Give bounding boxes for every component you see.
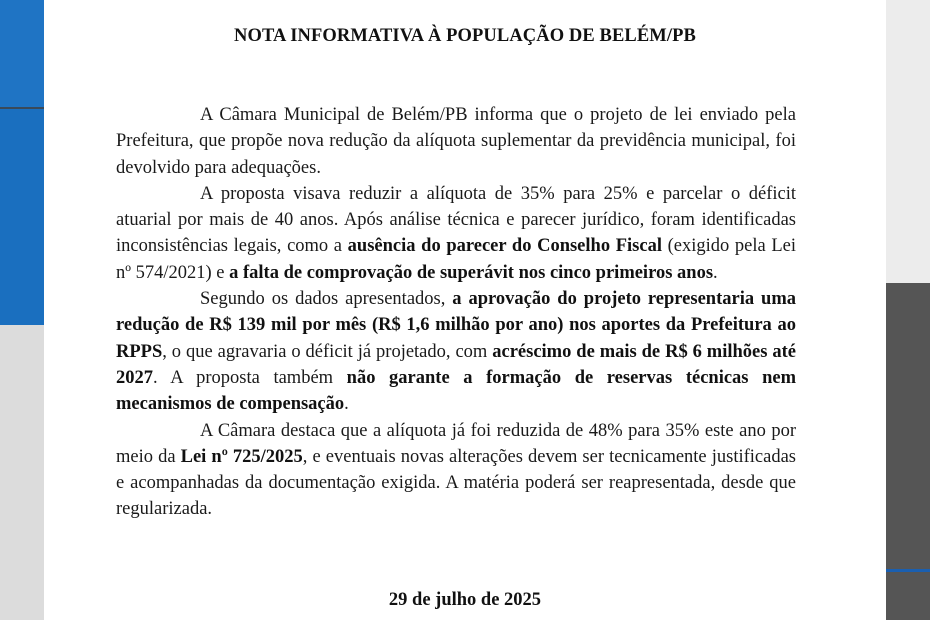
paragraph: [116, 181, 796, 286]
bold-text: a falta de comprovação de superávit nos cinco primeiros anos: [229, 262, 714, 283]
document-page: [44, 0, 886, 620]
text-run: .: [713, 262, 718, 283]
background-blue-line-right: [886, 569, 930, 572]
paragraph: [116, 418, 796, 523]
background-light-band-right: [886, 0, 930, 283]
bold-text: não garante a formação de reservas técnicas nem mecanismos de compensação: [116, 367, 796, 415]
document-date: 29 de julho de 2025: [388, 590, 542, 610]
document-body: [116, 102, 796, 523]
text-run: A proposta visava reduzir a alíquota de 35% para 25% e parcelar o déficit atuarial por mais de 40 anos. Após análise técnica e parecer jurídico, foram identificadas inconsistências legais, como a: [116, 183, 796, 257]
text-run: (exigido pela Lei nº 574/2021) e: [116, 236, 797, 283]
paragraph: [116, 286, 796, 417]
bold-text: a aprovação do projeto representaria uma redução de R$ 139 mil por mês (R$ 1,6 milhão por ano) nos aportes da Prefeitura ao RPPS: [116, 289, 796, 362]
text-run: .: [344, 394, 349, 415]
bold-text: acréscimo de mais de R$ 6 milhões até 2027: [116, 341, 797, 388]
text-run: Segundo os dados apresentados,: [200, 289, 453, 310]
text-run: , o que agravaria o déficit já projetado, com: [162, 341, 493, 362]
text-run: A Câmara Municipal de Belém/PB informa que o projeto de lei enviado pela Prefeitura, que propõe nova redução da alíquota suplementar da previdência municipal, foi devolvido para adequações.: [116, 105, 796, 178]
background-gray-band-left: [0, 325, 44, 620]
bold-text: Lei nº 725/2025: [180, 446, 303, 467]
text-run: A Câmara destaca que a alíquota já foi reduzida de 48% para 35% este ano por meio da: [116, 420, 796, 467]
document-title: NOTA INFORMATIVA À POPULAÇÃO DE BELÉM/PB: [234, 26, 696, 46]
background-blue-band-middle: [0, 109, 44, 325]
bold-text: ausência do parecer do Conselho Fiscal: [347, 236, 662, 257]
paragraph: [116, 102, 796, 181]
background-blue-band-top: [0, 0, 44, 108]
text-run: . A proposta também: [153, 367, 347, 388]
text-run: , e eventuais novas alterações devem ser tecnicamente justificadas e acompanhadas da documentação exigida. A matéria poderá ser reapresentada, desde que regularizada.: [116, 446, 796, 520]
